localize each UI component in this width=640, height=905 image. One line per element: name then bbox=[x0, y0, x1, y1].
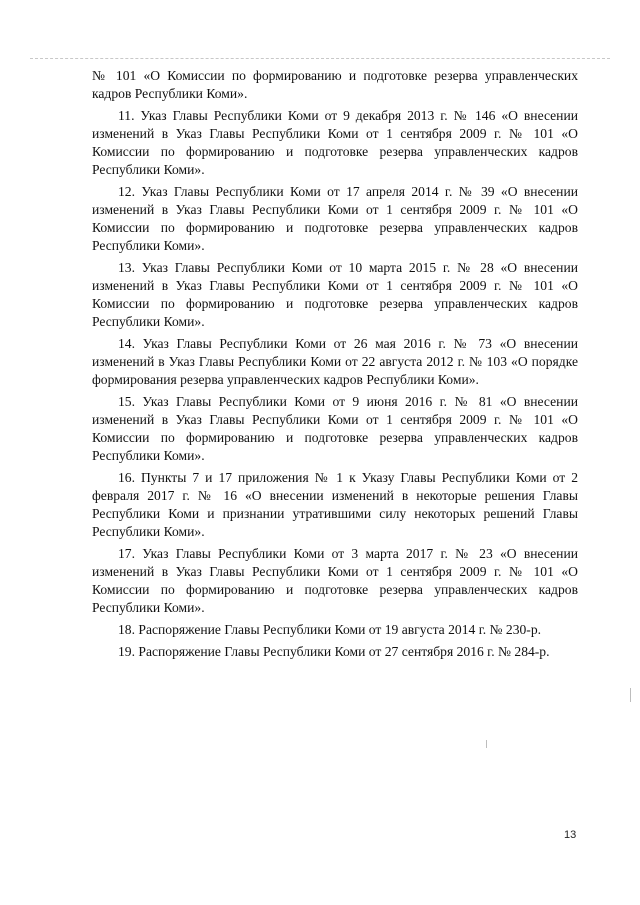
list-item-19: 19. Распоряжение Главы Республики Коми от 27 сентября 2016 г. № 284-р. bbox=[118, 644, 550, 659]
list-item-13: 13. Указ Главы Республики Коми от 10 марта 2015 г. № 28 «О внесении изменений в Указ Главы Республики Коми от 1 сентября 2009 г. № 101 «О Комиссии по формированию и подготовке резерва управленческих кадров Республики Коми». bbox=[92, 260, 578, 329]
list-item-11: 11. Указ Главы Республики Коми от 9 декабря 2013 г. № 146 «О внесении изменений в Указ Главы Республики Коми от 1 сентября 2009 г. № 101 «О Комиссии по формированию и подготовке резерва управленческих кадров Республики Коми». bbox=[92, 108, 578, 177]
list-item-16: 16. Пункты 7 и 17 приложения № 1 к Указу Главы Республики Коми от 2 февраля 2017 г. № 16 «О внесении изменений в некоторые решения Главы Республики Коми и признании утратившими силу некоторых решений Главы Республики Коми». bbox=[92, 470, 578, 539]
list-item-12: 12. Указ Главы Республики Коми от 17 апреля 2014 г. № 39 «О внесении изменений в Указ Главы Республики Коми от 1 сентября 2009 г. № 101 «О Комиссии по формированию и подготовке резерва управленческих кадров Республики Коми». bbox=[92, 184, 578, 253]
scan-speck bbox=[630, 688, 631, 702]
list-item-17: 17. Указ Главы Республики Коми от 3 марта 2017 г. № 23 «О внесении изменений в Указ Главы Республики Коми от 1 сентября 2009 г. № 101 «О Комиссии по формированию и подготовке резерва управленческих кадров Республики Коми». bbox=[92, 546, 578, 615]
scan-speck bbox=[486, 740, 487, 748]
list-item-15: 15. Указ Главы Республики Коми от 9 июня 2016 г. № 81 «О внесении изменений в Указ Главы Республики Коми от 1 сентября 2009 г. № 101 «О Комиссии по формированию и подготовке резерва управленческих кадров Республики Коми». bbox=[92, 394, 578, 463]
page-number: 13 bbox=[564, 829, 577, 841]
document-body bbox=[92, 67, 578, 665]
scan-artifact-line bbox=[30, 58, 610, 59]
list-item-14: 14. Указ Главы Республики Коми от 26 мая 2016 г. № 73 «О внесении изменений в Указ Главы Республики Коми от 22 августа 2012 г. № 103 «О порядке формирования резерва управленческих кадров Республики Коми». bbox=[92, 336, 578, 387]
list-item-18: 18. Распоряжение Главы Республики Коми от 19 августа 2014 г. № 230-р. bbox=[118, 622, 542, 637]
paragraph-continuation: № 101 «О Комиссии по формированию и подготовке резерва управленческих кадров Республики Коми». bbox=[92, 68, 578, 101]
